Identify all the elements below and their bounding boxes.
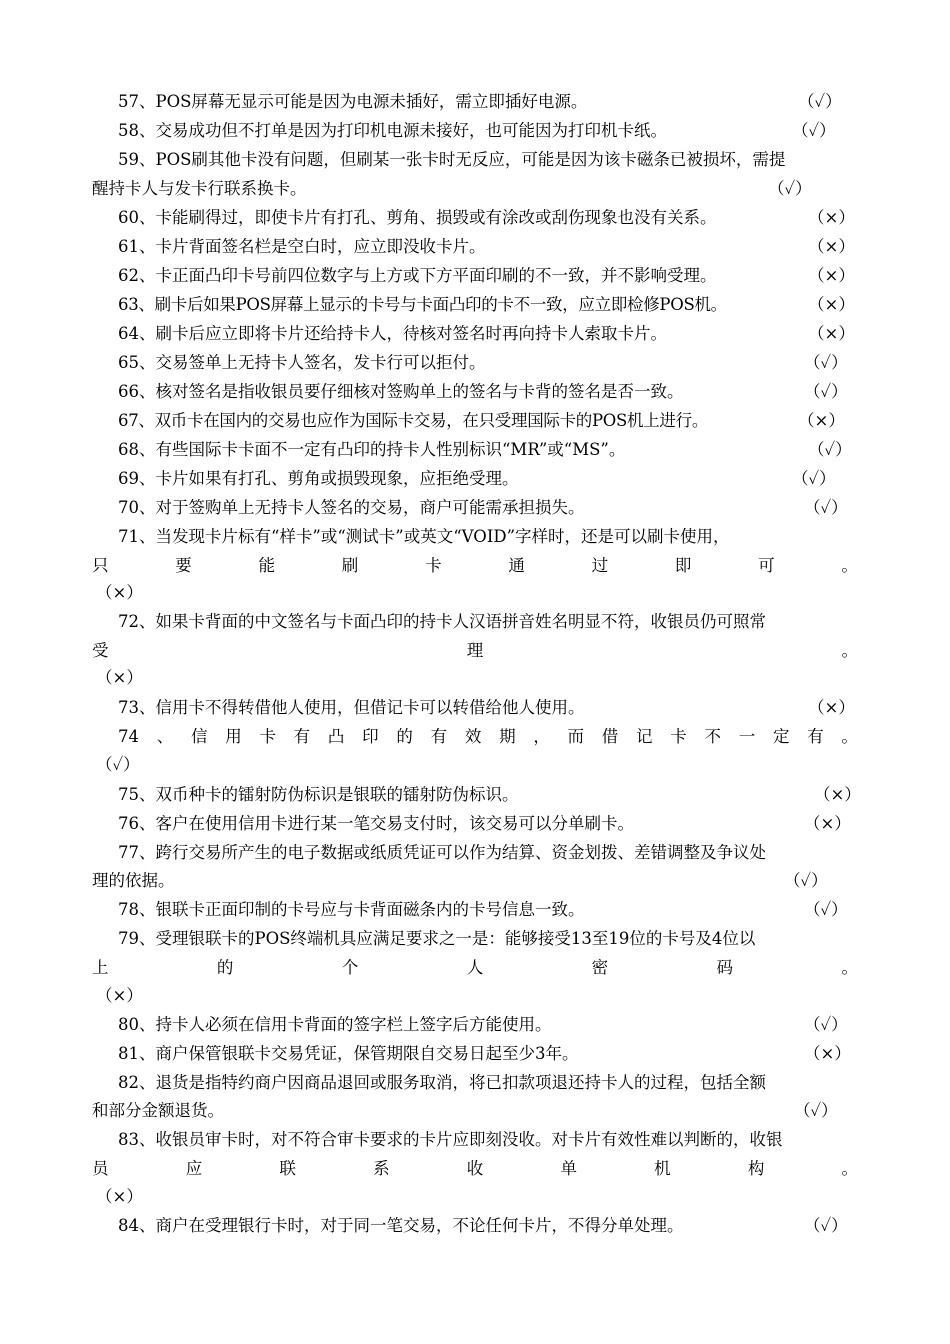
question-68 [92, 437, 858, 463]
justified-char: 。 [841, 958, 858, 977]
justified-char: 通 [508, 556, 525, 575]
answer-mark: （✓） [804, 900, 848, 919]
question-71 [92, 524, 858, 550]
justified-char: 码 [716, 958, 734, 977]
question-76 [92, 811, 858, 837]
question-text: 67、双币卡在国内的交易也应作为国际卡交易，在只受理国际卡的POS机上进行。 [118, 411, 709, 430]
question-71-mark [92, 580, 858, 606]
justified-char: 。 [841, 641, 858, 660]
justified-char: 能 [258, 556, 276, 575]
question-64 [92, 321, 858, 347]
justified-char: ， [533, 727, 550, 746]
justified-char: 信 [190, 727, 208, 746]
justified-char: 记 [636, 727, 653, 746]
question-75 [92, 782, 861, 808]
justified-char: 的 [216, 958, 234, 977]
justified-char: 构 [747, 1159, 765, 1178]
justified-char: 理 [466, 641, 484, 660]
question-83-cont [92, 1156, 858, 1182]
question-83 [92, 1127, 858, 1153]
question-63 [92, 292, 858, 318]
justified-char: 上 [92, 958, 109, 977]
question-text-continued: 理的依据。 [92, 871, 175, 890]
question-text: 77、跨行交易所产生的电子数据或纸质凭证可以作为结算、资金划拨、差错调整及争议处 [118, 843, 766, 862]
question-text: 60、卡能刷得过，即使卡片有打孔、剪角、损毁或有涂改或刮伤现象也没有关系。 [118, 208, 717, 227]
answer-mark: （×） [808, 208, 855, 227]
question-62 [92, 263, 858, 289]
question-81 [92, 1041, 858, 1067]
question-text: 57、POS屏幕无显示可能是因为电源未插好，需立即插好电源。 [118, 92, 588, 111]
justified-char: 员 [92, 1159, 109, 1178]
justified-char: 系 [373, 1159, 390, 1178]
answer-mark: （✓） [798, 92, 842, 111]
question-66 [92, 379, 858, 405]
question-70 [92, 495, 858, 521]
answer-mark: （×） [808, 266, 855, 285]
question-text: 59、POS刷其他卡没有问题，但刷某一张卡时无反应，可能是因为该卡磁条已被损坏，需提 [118, 150, 786, 169]
justified-char: 收 [466, 1159, 484, 1178]
question-84 [92, 1213, 858, 1239]
question-73 [92, 695, 858, 721]
question-80 [92, 1012, 858, 1038]
question-text-continued: 和部分金额退货。 [92, 1101, 224, 1120]
answer-mark: （✓） [804, 1015, 848, 1034]
question-text: 70、对于签购单上无持卡人签名的交易，商户可能需承担损失。 [118, 498, 585, 517]
answer-mark: （×） [96, 668, 143, 687]
question-text: 83、收银员审卡时，对不符合审卡要求的卡片应即刻没收。对卡片有效性难以判断的，收银 [118, 1130, 783, 1149]
justified-char: 的 [396, 727, 413, 746]
answer-mark: （✓） [784, 871, 828, 890]
justified-char: 要 [175, 556, 192, 575]
question-79-cont [92, 955, 858, 981]
answer-mark: （×） [808, 324, 855, 343]
justified-char: 期 [499, 727, 516, 746]
answer-mark: （×） [96, 583, 143, 602]
justified-char: 74 [118, 727, 139, 746]
answer-mark: （✓） [792, 121, 836, 140]
justified-char: 卡 [670, 727, 687, 746]
justified-char: 人 [466, 958, 484, 977]
justified-char: 借 [601, 727, 619, 746]
question-61 [92, 234, 858, 260]
justified-char: 有 [430, 727, 448, 746]
question-83-mark [92, 1184, 858, 1210]
question-82-cont [92, 1098, 858, 1124]
question-text: 79、受理银联卡的POS终端机具应满足要求之一是：能够接受13至19位的卡号及4位以 [118, 929, 756, 948]
justified-char: 。 [841, 1159, 858, 1178]
question-78 [92, 897, 858, 923]
question-59-cont [92, 176, 858, 202]
justified-char: 卡 [259, 727, 276, 746]
question-69 [92, 466, 858, 492]
question-text: 84、商户在受理银行卡时，对于同一笔交易，不论任何卡片，不得分单处理。 [118, 1216, 684, 1235]
question-74-mark [92, 752, 858, 778]
justified-char: 而 [567, 727, 585, 746]
question-text: 68、有些国际卡卡面不一定有凸印的持卡人性别标识“MR”或“MS”。 [118, 440, 626, 459]
justified-char: 用 [225, 727, 242, 746]
question-82 [92, 1070, 858, 1096]
justified-char: 。 [841, 556, 858, 575]
answer-mark: （✓） [794, 1101, 838, 1120]
justified-char: 印 [362, 727, 379, 746]
question-text: 76、客户在使用信用卡进行某一笔交易支付时，该交易可以分单刷卡。 [118, 814, 634, 833]
question-text: 61、卡片背面签名栏是空白时，应立即没收卡片。 [118, 237, 486, 256]
justified-char: 联 [279, 1159, 296, 1178]
answer-mark: （×） [804, 1044, 851, 1063]
question-text: 72、如果卡背面的中文签名与卡面凸印的持卡人汉语拼音姓名明显不符，收银员仍可照常 [118, 612, 766, 631]
question-text: 82、退货是指特约商户因商品退回或服务取消，将已扣款项退还持卡人的过程，包括全额 [118, 1073, 766, 1092]
question-59 [92, 147, 858, 173]
justified-char: 刷 [341, 556, 359, 575]
question-72 [92, 609, 858, 635]
question-text: 75、双币种卡的镭射防伪标识是银联的镭射防伪标识。 [118, 785, 519, 804]
question-72-cont [92, 638, 858, 664]
answer-mark: （×） [804, 814, 851, 833]
justified-char: 单 [560, 1159, 577, 1178]
justified-char: 有 [293, 727, 311, 746]
question-text: 71、当发现卡片标有“样卡”或“测试卡”或英文“VOID”字样时，还是可以刷卡使用， [118, 527, 730, 546]
justified-char: 。 [841, 727, 858, 746]
question-79 [92, 926, 858, 952]
question-77-cont [92, 868, 858, 894]
answer-mark: （✓） [792, 469, 836, 488]
answer-mark: （✓） [96, 755, 140, 774]
question-58 [92, 118, 858, 144]
question-text: 69、卡片如果有打孔、剪角或损毁现象，应拒绝受理。 [118, 469, 519, 488]
question-text: 62、卡正面凸印卡号前四位数字与上方或下方平面印刷的不一致，并不影响受理。 [118, 266, 717, 285]
question-77 [92, 840, 858, 866]
justified-char: 可 [758, 556, 775, 575]
question-71-cont [92, 553, 858, 579]
justified-char: 定 [772, 727, 790, 746]
answer-mark: （✓） [804, 382, 848, 401]
justified-char: 个 [341, 958, 359, 977]
question-text: 81、商户保管银联卡交易凭证，保管期限自交易日起至少3年。 [118, 1044, 579, 1063]
justified-char: 效 [464, 727, 482, 746]
answer-mark: （×） [808, 237, 855, 256]
question-text: 58、交易成功但不打单是因为打印机电源未接好，也可能因为打印机卡纸。 [118, 121, 667, 140]
answer-mark: （×） [808, 295, 855, 314]
justified-char: 只 [92, 556, 109, 575]
question-79-mark [92, 983, 858, 1009]
question-74 [118, 724, 858, 750]
justified-char: 凸 [327, 727, 345, 746]
justified-char: 一 [738, 727, 756, 746]
question-72-mark [92, 665, 858, 691]
answer-mark: （×） [798, 411, 845, 430]
answer-mark: （✓） [804, 1216, 848, 1235]
justified-char: 卡 [425, 556, 442, 575]
justified-char: 受 [92, 641, 109, 660]
question-text: 65、交易签单上无持卡人签名，发卡行可以拒付。 [118, 353, 486, 372]
answer-mark: （×） [96, 1187, 143, 1206]
question-65 [92, 350, 858, 376]
question-text: 73、信用卡不得转借他人使用，但借记卡可以转借给他人使用。 [118, 698, 585, 717]
answer-mark: （×） [808, 698, 855, 717]
justified-char: 即 [674, 556, 692, 575]
question-text: 64、刷卡后应立即将卡片还给持卡人，待核对签名时再向持卡人索取卡片。 [118, 324, 667, 343]
question-67 [92, 408, 858, 434]
answer-mark: （✓） [804, 498, 848, 517]
justified-char: 机 [654, 1159, 671, 1178]
justified-char: 密 [591, 958, 609, 977]
answer-mark: （×） [814, 785, 861, 804]
justified-char: 、 [156, 727, 174, 746]
justified-char: 有 [807, 727, 824, 746]
answer-mark: （×） [96, 986, 143, 1005]
justified-char: 应 [185, 1159, 203, 1178]
question-60 [92, 205, 858, 231]
question-text: 66、核对签名是指收银员要仔细核对签购单上的签名与卡背的签名是否一致。 [118, 382, 684, 401]
question-text: 80、持卡人必须在信用卡背面的签字栏上签字后方能使用。 [118, 1015, 552, 1034]
answer-mark: （✓） [808, 440, 852, 459]
answer-mark: （✓） [768, 179, 812, 198]
question-text: 78、银联卡正面印制的卡号应与卡背面磁条内的卡号信息一致。 [118, 900, 585, 919]
answer-mark: （✓） [804, 353, 848, 372]
question-57 [92, 89, 858, 115]
justified-char: 过 [591, 556, 609, 575]
question-text: 63、刷卡后如果POS屏幕上显示的卡号与卡面凸印的卡不一致，应立即检修POS机。 [118, 295, 727, 314]
question-text-continued: 醒持卡人与发卡行联系换卡。 [92, 179, 307, 198]
justified-char: 不 [704, 727, 721, 746]
